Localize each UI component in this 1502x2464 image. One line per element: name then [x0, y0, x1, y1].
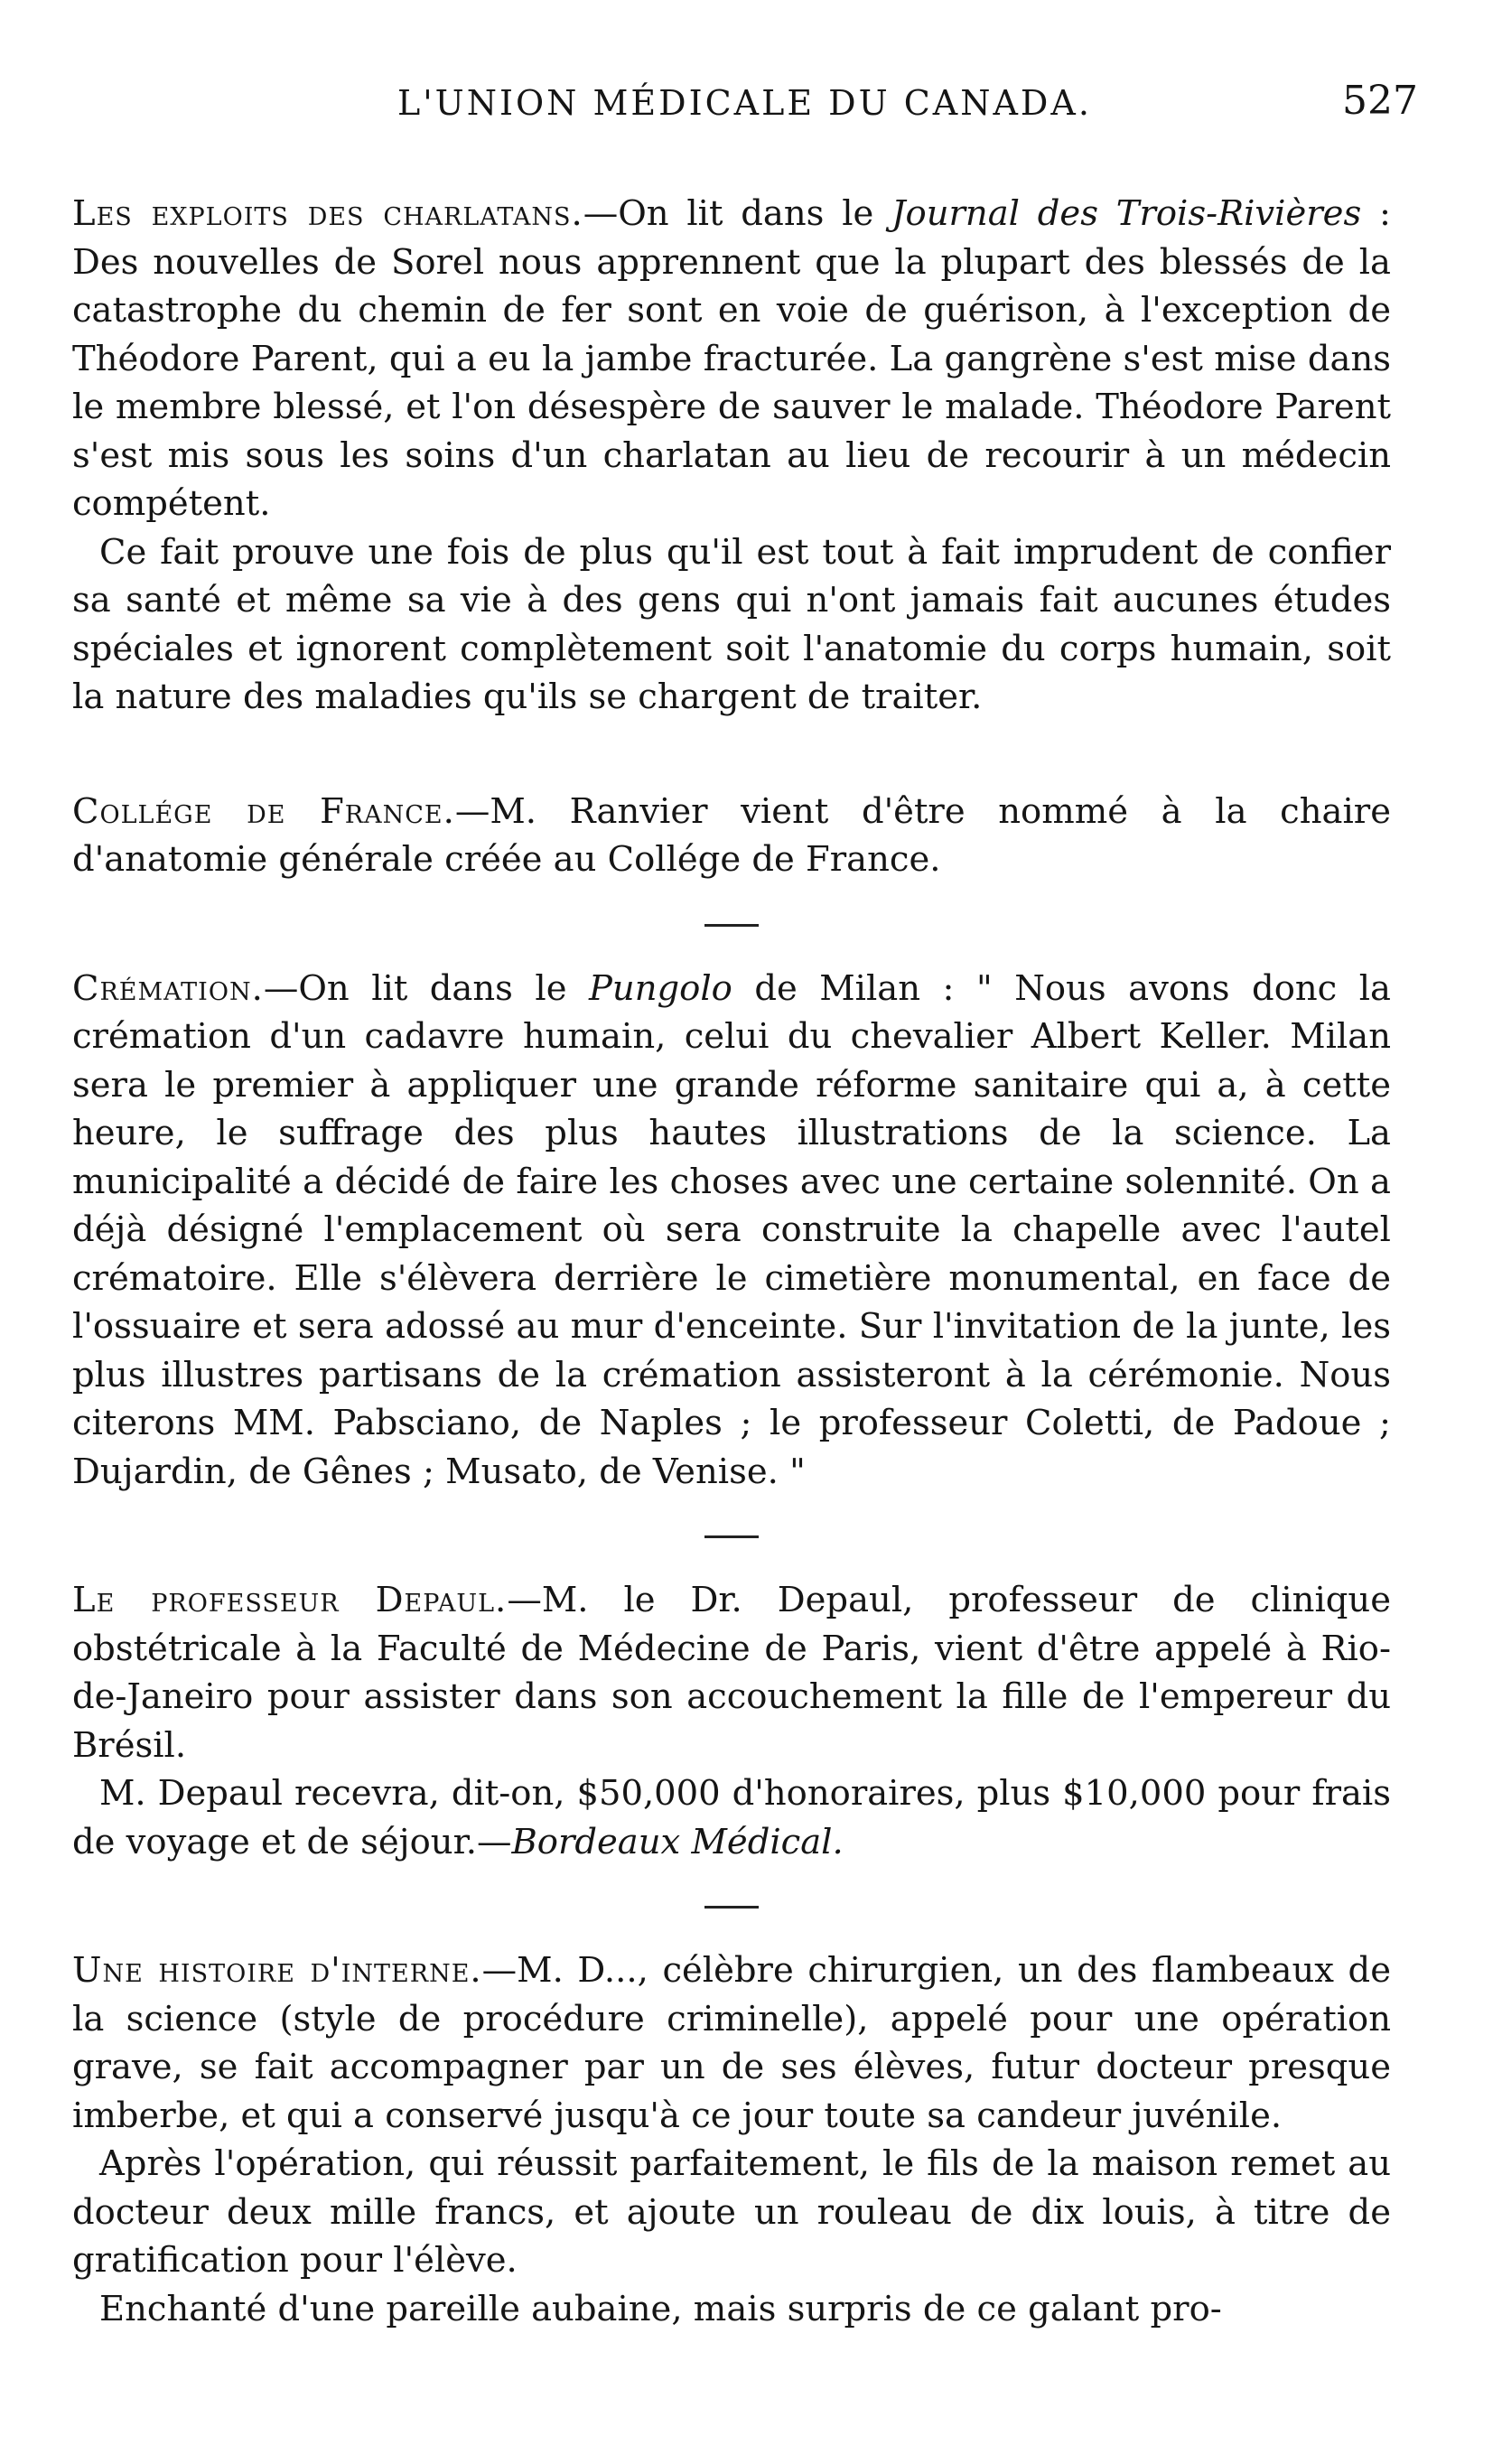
section-divider	[704, 924, 759, 927]
article-histoire-interne	[72, 1946, 1391, 2333]
article-charlatans	[72, 190, 1391, 722]
publication-name: Pungolo	[589, 967, 732, 1009]
article-heading: Crémation.	[72, 967, 264, 1009]
paragraph-text: —On lit dans le	[583, 193, 892, 234]
section-divider	[704, 1906, 759, 1909]
paragraph-text: : Des nouvelles de Sorel nous apprennent que la plupart des blessés de la catastrophe du chemin de fer sont en voie de guérison, à l'exception de Théodore Parent, qui a eu la jambe fracturée. La gangrène s'est mise dans le membre blessé, et l'on désespère de sauver le malade. Théodore Parent s'est mis sous les soins d'un charlatan au lieu de recourir à un médecin compétent.	[72, 193, 1391, 524]
running-head	[72, 78, 1418, 137]
journal-title: L'UNION MÉDICALE DU CANADA.	[397, 83, 1092, 123]
article-heading: Une histoire d'interne.	[72, 1950, 482, 1991]
paragraph-text: —On lit dans le	[263, 967, 590, 1009]
paragraph	[72, 788, 1391, 884]
article-cremation	[72, 965, 1391, 1497]
paragraph	[72, 1769, 1391, 1866]
paragraph: Ce fait prouve une fois de plus qu'il est tout à fait imprudent de confier sa santé et même sa vie à des gens qui n'ont jamais fait aucunes études spéciales et ignorent complètement soit l'anatomie du corps humain, soit la nature des maladies qu'ils se chargent de traiter.	[72, 531, 1391, 717]
paragraph: Enchanté d'une pareille aubaine, mais surpris de ce galant pro-	[99, 2288, 1222, 2329]
paragraph-text: —M. Ranvier vient d'être nommé à la chaire d'anatomie générale créée au Collége de France.	[72, 790, 1391, 880]
paragraph	[72, 1576, 1391, 1769]
publication-name: Journal des Trois-Rivières	[891, 193, 1362, 234]
article-professeur-depaul	[72, 1576, 1391, 1866]
page-number: 527	[1342, 78, 1418, 124]
paragraph-text: —M. D..., célèbre chirurgien, un des flambeaux de la science (style de procédure criminelle), appelé pour une opération grave, se fait accompagner par un de ses élèves, futur docteur presque imberbe, et qui a conservé jusqu'à ce jour toute sa candeur juvénile.	[72, 1950, 1391, 2136]
article-heading: Le professeur Depaul.	[72, 1580, 508, 1620]
article-heading: Collége de France.	[72, 790, 455, 832]
paragraph	[72, 190, 1391, 528]
paragraph-text: —M. le Dr. Depaul, professeur de clinique obstétricale à la Faculté de Médecine de Paris, vient d'être appelé à Rio-de-Janeiro pour assister dans son accouchement la fille de l'empereur du Brésil.	[72, 1580, 1392, 1766]
paragraph-text: M. Depaul recevra, dit-on, $50,000 d'honoraires, plus $10,000 pour frais de voyage et de séjour.—	[72, 1773, 1391, 1862]
section-divider	[704, 754, 759, 757]
paragraph	[72, 1946, 1391, 2140]
section-divider	[704, 1535, 759, 1538]
paragraph	[72, 965, 1391, 1497]
paragraph: Après l'opération, qui réussit parfaitement, le fils de la maison remet au docteur deux mille francs, et ajoute un rouleau de dix louis, à titre de gratification pour l'élève.	[72, 2143, 1391, 2281]
page-body	[72, 190, 1391, 2333]
article-college-de-france	[72, 788, 1391, 884]
publication-name: Bordeaux Médical.	[511, 1821, 844, 1862]
paragraph-text: de Milan : " Nous avons donc la crémation d'un cadavre humain, celui du chevalier Albert Keller. Milan sera le premier à appliquer une grande réforme sanitaire qui a, à cette heure, le suffrage des plus hautes illustrations de la science. La municipalité a décidé de faire les choses avec une certaine solennité. On a déjà désigné l'emplacement où sera construite la chapelle avec l'autel crématoire. Elle s'élèvera derrière le cimetière monumental, en face de l'ossuaire et sera adossé au mur d'enceinte. Sur l'invitation de la junte, les plus illustres partisans de la crémation assisteront à la cérémonie. Nous citerons MM. Pabsciano, de Naples ; le professeur Coletti, de Padoue ; Dujardin, de Gênes ; Musato, de Venise. "	[72, 967, 1391, 1492]
article-heading: Les exploits des charlatans.	[72, 193, 583, 234]
